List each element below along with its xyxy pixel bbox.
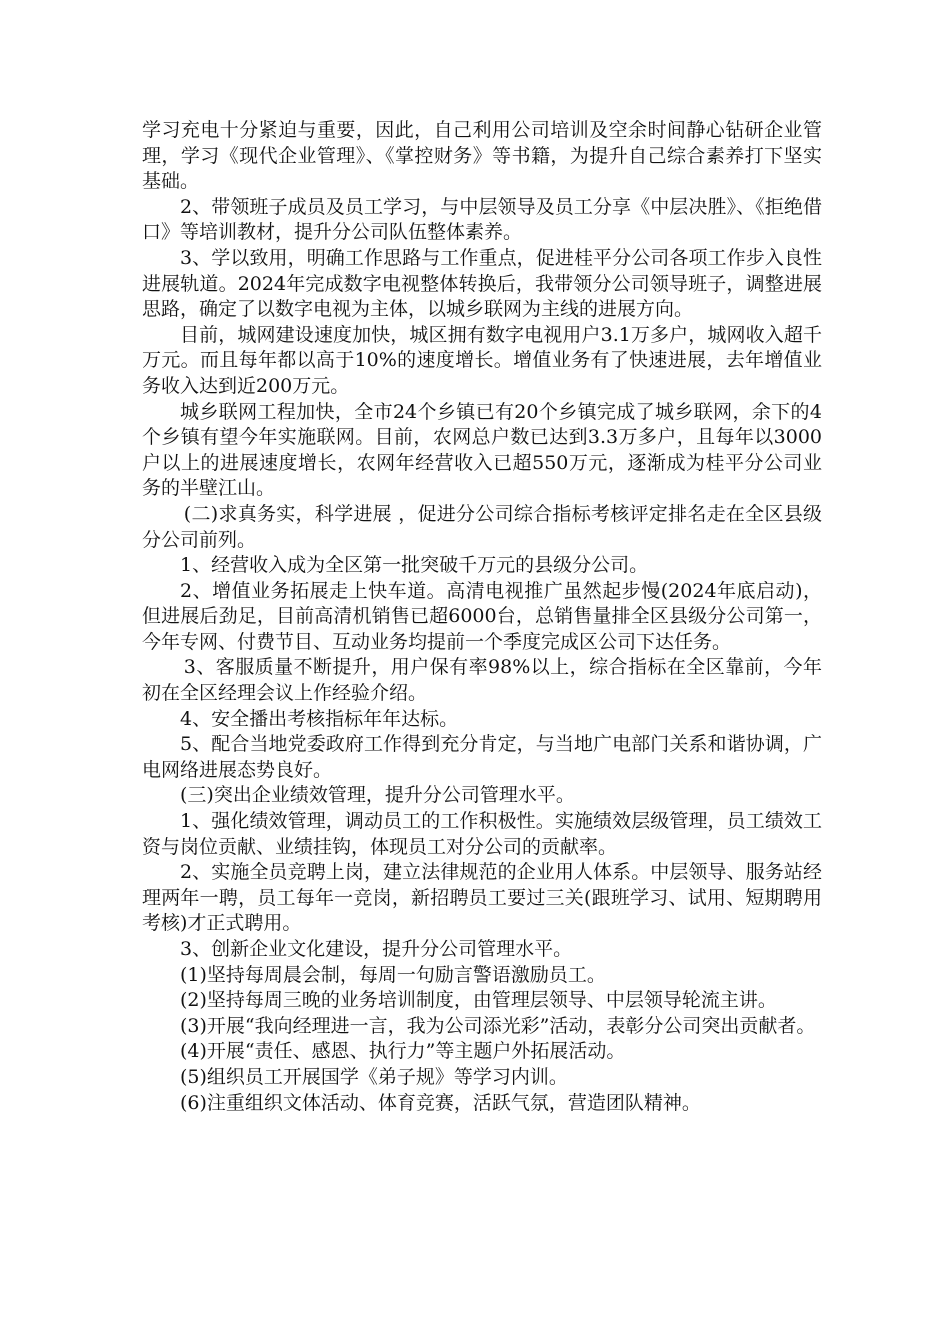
paragraph: 3、学以致用，明确工作思路与工作重点，促进桂平分公司各项工作步入良性进展轨道。2024年完成数字电视整体转换后，我带领分公司领导班子，调整进展思路，确定了以数字电视为主体，以城乡联网为主线的进展方向。 bbox=[142, 246, 822, 321]
paragraph: 2、实施全员竞聘上岗，建立法律规范的企业用人体系。中层领导、服务站经理两年一聘，员工每年一竞岗，新招聘员工要过三关(跟班学习、试用、短期聘用考核)才正式聘用。 bbox=[142, 861, 822, 935]
paragraph: (3)开展“我向经理进一言，我为公司添光彩”活动，表彰分公司突出贡献者。 bbox=[180, 1014, 816, 1037]
paragraph: (6)注重组织文体活动、体育竞赛，活跃气氛，营造团队精神。 bbox=[180, 1091, 701, 1114]
paragraph: (2)坚持每周三晚的业务培训制度，由管理层领导、中层领导轮流主讲。 bbox=[180, 989, 777, 1012]
paragraph: (5)组织员工开展国学《弟子规》等学习内训。 bbox=[180, 1065, 568, 1088]
paragraph: 5、配合当地党委政府工作得到充分肯定，与当地广电部门关系和谐协调，广电网络进展态势良好。 bbox=[142, 733, 822, 781]
paragraph: 3、创新企业文化建设，提升分公司管理水平。 bbox=[180, 938, 573, 960]
paragraph: 2、带领班子成员及员工学习，与中层领导及员工分享《中层决胜》、《拒绝借口》等培训教材，提升分公司队伍整体素养。 bbox=[142, 195, 822, 244]
paragraph: 2、增值业务拓展走上快车道。高清电视推广虽然起步慢(2024年底启动)，但进展后劲足，目前高清机销售已超6000台，总销售量排全区县级分公司第一，今年专网、付费节目、互动业务均提前一个季度完成区公司下达任务。 bbox=[142, 579, 822, 653]
paragraph: 学习充电十分紧迫与重要，因此，自己利用公司培训及空余时间静心钻研企业管理，学习《现代企业管理》、《掌控财务》等书籍，为提升自己综合素养打下坚实基础。 bbox=[142, 119, 822, 193]
paragraph: 4、安全播出考核指标年年达标。 bbox=[180, 707, 459, 730]
paragraph: 3、客服质量不断提升，用户保有率98%以上，综合指标在全区靠前，今年初在全区经理会议上作经验介绍。 bbox=[142, 656, 822, 705]
paragraph: 目前，城网建设速度加快，城区拥有数字电视用户3.1万多户，城网收入超千万元。而且每年都以高于10%的速度增长。增值业务有了快速进展，去年增值业务收入达到近200万元。 bbox=[142, 323, 822, 397]
paragraph: 城乡联网工程加快，全市24个乡镇已有20个乡镇完成了城乡联网，余下的4个乡镇有望今年实施联网。目前，农网总户数已达到3.3万多户，且每年以3000户以上的进展速度增长，农网年经营收入已超550万元，逐渐成为桂平分公司业务的半壁江山。 bbox=[142, 400, 822, 500]
paragraph: (4)开展“责任、感恩、执行力”等主题户外拓展活动。 bbox=[180, 1040, 626, 1063]
paragraph: (二)求真务实，科学进展 ，促进分公司综合指标考核评定排名走在全区县级分公司前列。 bbox=[142, 502, 822, 551]
paragraph: 1、强化绩效管理，调动员工的工作积极性。实施绩效层级管理，员工绩效工资与岗位贡献、业绩挂钩，体现员工对分公司的贡献率。 bbox=[142, 810, 822, 858]
paragraph: (三)突出企业绩效管理，提升分公司管理水平。 bbox=[180, 784, 575, 807]
document-body bbox=[142, 118, 822, 1116]
paragraph: 1、经营收入成为全区第一批突破千万元的县级分公司。 bbox=[180, 554, 649, 577]
paragraph: (1)坚持每周晨会制，每周一句励言警语激励员工。 bbox=[180, 963, 606, 986]
